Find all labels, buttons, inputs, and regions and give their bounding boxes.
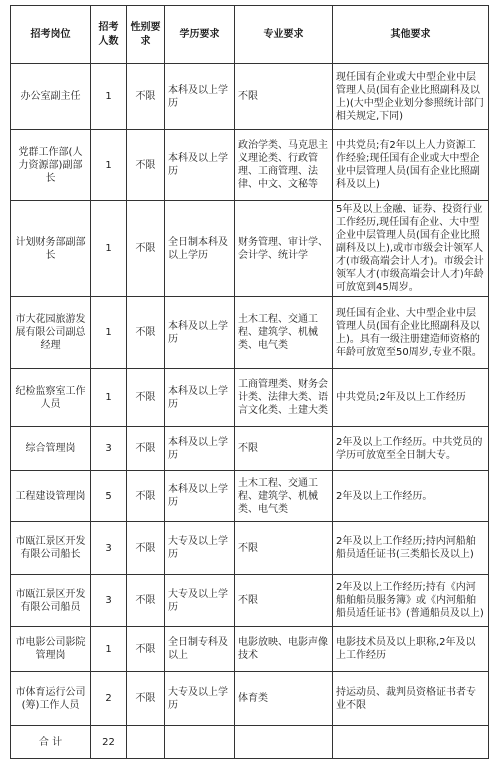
- cell-count: 1: [91, 130, 127, 201]
- cell-count: 1: [91, 369, 127, 427]
- cell-position: 工程建设管理岗: [11, 471, 91, 522]
- header-other: 其他要求: [333, 6, 489, 64]
- cell-education: 大专及以上学历: [165, 575, 235, 627]
- cell-major: 土木工程、交通工程、建筑学、机械类、电气类: [235, 471, 333, 522]
- cell-position: 计划财务部副部长: [11, 201, 91, 297]
- cell-gender: 不限: [127, 522, 165, 575]
- cell-other: 现任国有企业或大中型企业中层管理人员(国有企业比照副科及以上)(大中型企业划分参照统计部门相关规定,下同): [333, 64, 489, 130]
- cell-position: 纪检监察室工作人员: [11, 369, 91, 427]
- cell-major: 土木工程、交通工程、建筑学、机械类、电气类: [235, 297, 333, 369]
- empty-cell: [127, 726, 165, 759]
- table-row: [11, 201, 489, 297]
- cell-other: 现任国有企业、大中型企业中层管理人员(国有企业比照副科及以上)。具有一级注册建造师资格的年龄可放宽至50周岁,专业不限。: [333, 297, 489, 369]
- cell-gender: 不限: [127, 575, 165, 627]
- cell-other: 2年及以上工作经历;持内河船舶船员适任证书(三类船长及以上): [333, 522, 489, 575]
- cell-education: 大专及以上学历: [165, 522, 235, 575]
- header-position: 招考岗位: [11, 6, 91, 64]
- table-total-row: [11, 726, 489, 759]
- cell-major: 政治学类、马克思主义理论类、行政管理、工商管理、法律、中文、文秘等: [235, 130, 333, 201]
- cell-count: 5: [91, 471, 127, 522]
- cell-other: 电影技术员及以上职称,2年及以上工作经历: [333, 627, 489, 672]
- recruitment-table: [10, 5, 489, 759]
- cell-gender: 不限: [127, 297, 165, 369]
- cell-major: 不限: [235, 427, 333, 471]
- table-row: [11, 522, 489, 575]
- empty-cell: [235, 726, 333, 759]
- empty-cell: [333, 726, 489, 759]
- cell-education: 本科及以上学历: [165, 471, 235, 522]
- cell-count: 1: [91, 64, 127, 130]
- table-row: [11, 369, 489, 427]
- cell-count: 3: [91, 522, 127, 575]
- cell-major: 电影放映、电影声像技术: [235, 627, 333, 672]
- table-row: [11, 64, 489, 130]
- cell-position: 市体育运行公司(筹)工作人员: [11, 672, 91, 726]
- cell-other: 2年及以上工作经历。中共党员的学历可放宽至全日制大专。: [333, 427, 489, 471]
- cell-count: 1: [91, 201, 127, 297]
- cell-education: 本科及以上学历: [165, 64, 235, 130]
- cell-gender: 不限: [127, 471, 165, 522]
- cell-count: 1: [91, 297, 127, 369]
- cell-other: 2年及以上工作经历;持有《内河船舶船员服务簿》或《内河船舶船员适任证书》(普通船员及以上): [333, 575, 489, 627]
- cell-position: 综合管理岗: [11, 427, 91, 471]
- header-major: 专业要求: [235, 6, 333, 64]
- cell-other: 2年及以上工作经历。: [333, 471, 489, 522]
- cell-education: 本科及以上学历: [165, 427, 235, 471]
- cell-other: 持运动员、裁判员资格证书者专业不限: [333, 672, 489, 726]
- table-row: [11, 575, 489, 627]
- table-row: [11, 130, 489, 201]
- cell-gender: 不限: [127, 427, 165, 471]
- cell-gender: 不限: [127, 201, 165, 297]
- cell-education: 本科及以上学历: [165, 297, 235, 369]
- table-row: [11, 297, 489, 369]
- header-education: 学历要求: [165, 6, 235, 64]
- cell-other: 中共党员;2年及以上工作经历: [333, 369, 489, 427]
- cell-position: 市大花园旅游发展有限公司副总经理: [11, 297, 91, 369]
- table-row: [11, 672, 489, 726]
- table-header-row: [11, 6, 489, 64]
- cell-other: 中共党员;有2年以上人力资源工作经验;现任国有企业或大中型企业中层管理人员(国有企业比照副科及以上): [333, 130, 489, 201]
- cell-position: 市瓯江景区开发有限公司船员: [11, 575, 91, 627]
- cell-position: 市瓯江景区开发有限公司船长: [11, 522, 91, 575]
- cell-major: 体育类: [235, 672, 333, 726]
- table-row: [11, 471, 489, 522]
- cell-education: 全日制专科及以上: [165, 627, 235, 672]
- cell-count: 1: [91, 627, 127, 672]
- cell-other: 5年及以上金融、证券、投资行业工作经历,现任国有企业、大中型企业中层管理人员(国有企业比照副科及以上),或市市级会计领军人才(市级高端会计人才)。市级会计领军人才(市级高端会计人才)年龄可放宽到45周岁。: [333, 201, 489, 297]
- cell-education: 本科及以上学历: [165, 369, 235, 427]
- cell-count: 2: [91, 672, 127, 726]
- cell-education: 大专及以上学历: [165, 672, 235, 726]
- cell-major: 工商管理类、财务会计类、法律大类、语言文化类、土建大类: [235, 369, 333, 427]
- header-gender: 性别要求: [127, 6, 165, 64]
- cell-major: 不限: [235, 522, 333, 575]
- table-row: [11, 427, 489, 471]
- cell-major: 不限: [235, 575, 333, 627]
- cell-major: 财务管理、审计学、会计学、统计学: [235, 201, 333, 297]
- cell-major: 不限: [235, 64, 333, 130]
- cell-gender: 不限: [127, 130, 165, 201]
- cell-position: 党群工作部(人力资源部)副部长: [11, 130, 91, 201]
- total-label: 合 计: [11, 726, 91, 759]
- cell-count: 3: [91, 427, 127, 471]
- cell-education: 全日制本科及以上学历: [165, 201, 235, 297]
- table-row: [11, 627, 489, 672]
- total-count: 22: [91, 726, 127, 759]
- cell-position: 市电影公司影院管理岗: [11, 627, 91, 672]
- cell-gender: 不限: [127, 672, 165, 726]
- empty-cell: [165, 726, 235, 759]
- cell-position: 办公室副主任: [11, 64, 91, 130]
- cell-gender: 不限: [127, 627, 165, 672]
- cell-gender: 不限: [127, 64, 165, 130]
- cell-gender: 不限: [127, 369, 165, 427]
- cell-education: 本科及以上学历: [165, 130, 235, 201]
- header-count: 招考人数: [91, 6, 127, 64]
- cell-count: 3: [91, 575, 127, 627]
